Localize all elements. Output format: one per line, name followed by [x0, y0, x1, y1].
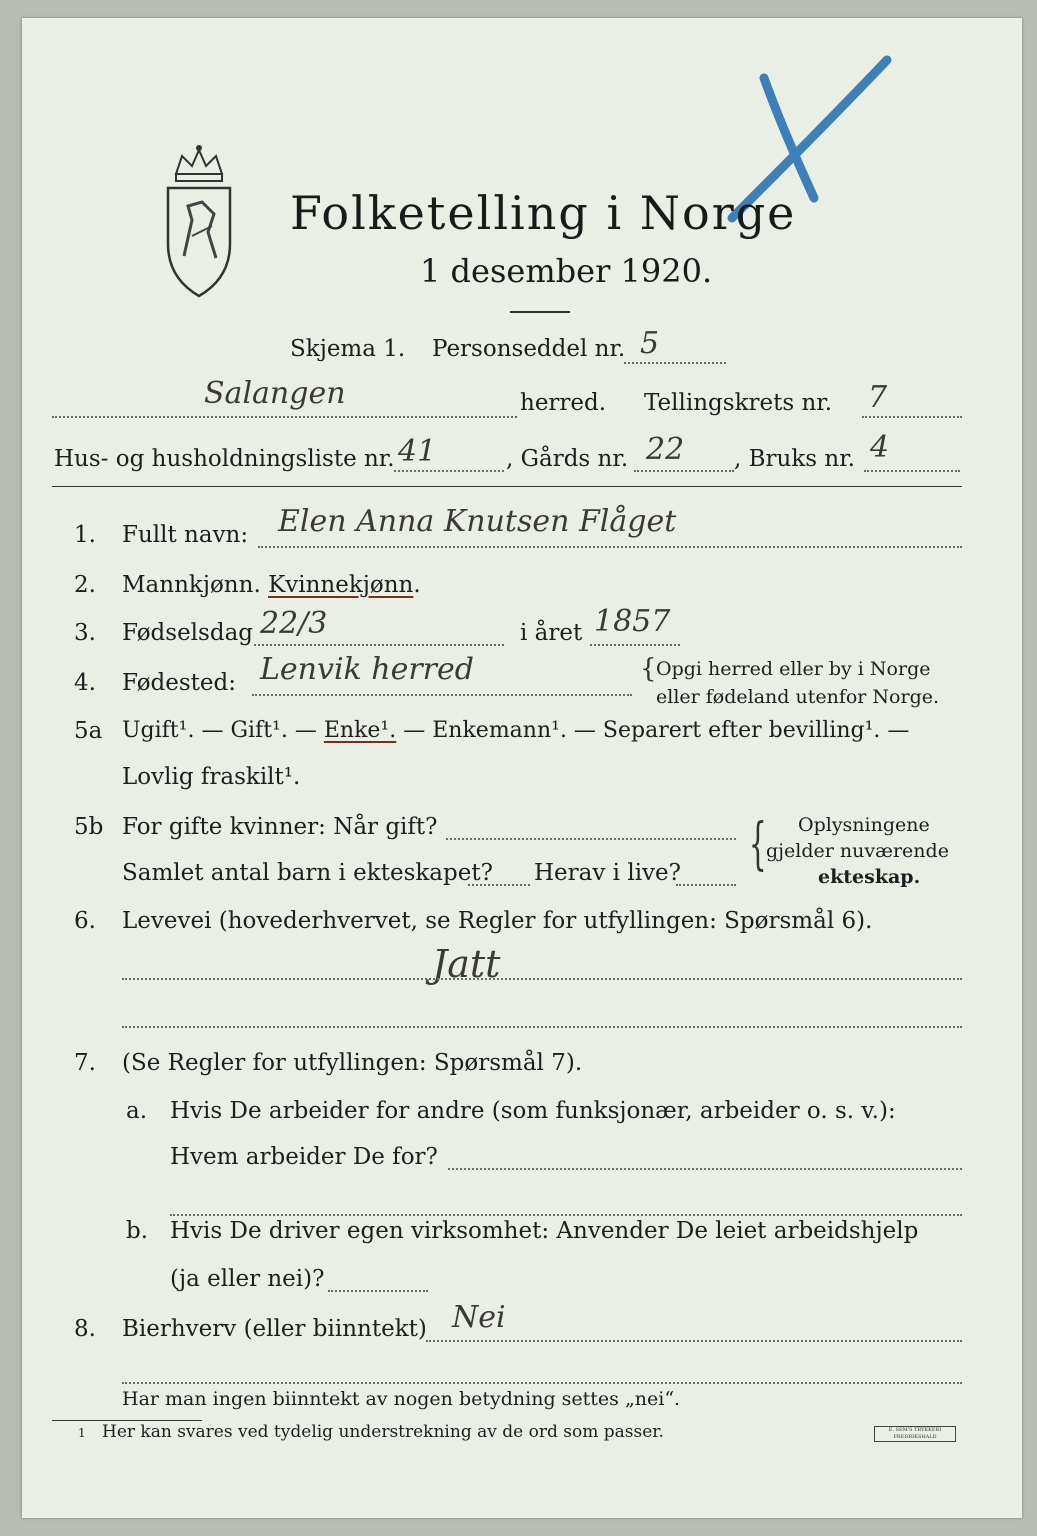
- q8-number: 8.: [74, 1316, 96, 1342]
- q5b-line-2: [468, 884, 530, 886]
- q4-brace: {: [640, 654, 657, 684]
- gards-label: , Gårds nr.: [506, 446, 629, 472]
- q3-year-value: 1857: [594, 604, 671, 639]
- bruks-line: [864, 470, 960, 472]
- personseddel-label: Personseddel nr.: [432, 336, 626, 362]
- q1-label: Fullt navn:: [122, 522, 249, 548]
- q6-line-1: [122, 978, 962, 980]
- q7a-line2: Hvem arbeider De for?: [170, 1144, 438, 1170]
- q3-year-line: [590, 644, 680, 646]
- q7-number: 7.: [74, 1050, 96, 1076]
- q5a-number: 5a: [74, 718, 103, 744]
- q5b-note-1: Oplysningene: [798, 814, 930, 836]
- herred-label: herred.: [520, 390, 607, 416]
- q7a-number: a.: [126, 1098, 148, 1124]
- q5a-option-enke: Enke¹.: [323, 718, 397, 743]
- coat-of-arms-icon: [162, 136, 237, 301]
- q8-line-2: [122, 1382, 962, 1384]
- herred-line: [52, 416, 517, 418]
- q2-option-mann: Mannkjønn: [122, 572, 254, 598]
- q7a-line-2: [170, 1214, 962, 1216]
- census-date: 1 desember 1920.: [420, 252, 713, 290]
- q5b-line2-a: Samlet antal barn i ekteskapet?: [122, 860, 493, 886]
- q8-label: Bierhverv (eller biinntekt): [122, 1316, 427, 1342]
- husholdning-line: [394, 470, 504, 472]
- q5b-note-3: ekteskap.: [818, 866, 921, 888]
- bruks-label: , Bruks nr.: [734, 446, 855, 472]
- q5a-line2: Lovlig fraskilt¹.: [122, 764, 301, 790]
- title-divider: [510, 311, 570, 313]
- q5b-line-1: [446, 838, 736, 840]
- q4-line: [252, 694, 632, 696]
- q5b-label: For gifte kvinner: Når gift?: [122, 814, 438, 840]
- printer-stamp: E. SEM'S TRYKKERI FREDRIKSHALD: [874, 1426, 956, 1442]
- header-divider: [52, 486, 962, 487]
- footnote-divider: [52, 1420, 202, 1421]
- q7a-label: Hvis De arbeider for andre (som funksjonær, arbeider o. s. v.):: [170, 1098, 896, 1124]
- footnote-mark: 1: [78, 1426, 86, 1440]
- q7b-label: Hvis De driver egen virksomhet: Anvender De leiet arbeidshjelp: [170, 1218, 919, 1244]
- q8-value: Nei: [452, 1300, 506, 1335]
- tellingskrets-value: 7: [868, 380, 888, 415]
- q3-line: [254, 644, 504, 646]
- q2-options: Mannkjønn. Kvinnekjønn.: [122, 572, 421, 598]
- tellingskrets-line: [862, 416, 962, 418]
- q3-label: Fødselsdag: [122, 620, 254, 646]
- q1-line: [258, 546, 962, 548]
- q8-line-1: [426, 1340, 962, 1342]
- husholdning-value: 41: [398, 434, 437, 469]
- q1-number: 1.: [74, 522, 96, 548]
- q4-note-1: Opgi herred eller by i Norge: [656, 658, 931, 680]
- personseddel-value: 5: [640, 326, 660, 361]
- census-form: [22, 18, 1022, 1518]
- q1-value: Elen Anna Knutsen Flåget: [278, 504, 677, 539]
- footnote-text: Her kan svares ved tydelig understrekning av de ord som passer.: [102, 1422, 664, 1442]
- q7b-line2: (ja eller nei)?: [170, 1266, 325, 1292]
- q5b-line-3: [676, 884, 736, 886]
- personseddel-line: [624, 362, 726, 364]
- q3-year-label: i året: [520, 620, 583, 646]
- q6-line-2: [122, 1026, 962, 1028]
- q6-label: Levevei (hovederhvervet, se Regler for utfyllingen: Spørsmål 6).: [122, 908, 873, 934]
- q5b-number: 5b: [74, 814, 104, 840]
- husholdning-label: Hus- og husholdningsliste nr.: [54, 446, 395, 472]
- q7b-number: b.: [126, 1218, 149, 1244]
- q7a-line-1: [448, 1168, 962, 1170]
- q4-number: 4.: [74, 670, 96, 696]
- q5b-brace: {: [748, 812, 767, 877]
- q2-number: 2.: [74, 572, 96, 598]
- q6-number: 6.: [74, 908, 96, 934]
- q3-number: 3.: [74, 620, 96, 646]
- q4-note-2: eller fødeland utenfor Norge.: [656, 686, 940, 708]
- q5b-note-2: gjelder nuværende: [766, 840, 949, 862]
- q5b-line2-b: Herav i live?: [534, 860, 681, 886]
- q4-value: Lenvik herred: [260, 652, 474, 687]
- q5a-options: Ugift¹. — Gift¹. — Enke¹. — Enkemann¹. — Separert efter bevilling¹. —: [122, 718, 910, 743]
- bruks-value: 4: [870, 430, 890, 465]
- q6-value: Jatt: [432, 942, 501, 986]
- tellingskrets-label: Tellingskrets nr.: [644, 390, 833, 416]
- skjema-label: Skjema 1.: [290, 336, 406, 362]
- biinntekt-note: Har man ingen biinntekt av nogen betydning settes „nei“.: [122, 1388, 681, 1410]
- gards-line: [634, 470, 734, 472]
- q4-label: Fødested:: [122, 670, 237, 696]
- q2-option-kvinne: Kvinnekjønn: [268, 572, 414, 598]
- q7b-line: [328, 1290, 428, 1292]
- q3-value: 22/3: [260, 606, 328, 641]
- gards-value: 22: [646, 432, 685, 467]
- page-title: Folketelling i Norge: [290, 186, 797, 240]
- q7-label: (Se Regler for utfyllingen: Spørsmål 7).: [122, 1050, 583, 1076]
- herred-value: Salangen: [204, 376, 346, 411]
